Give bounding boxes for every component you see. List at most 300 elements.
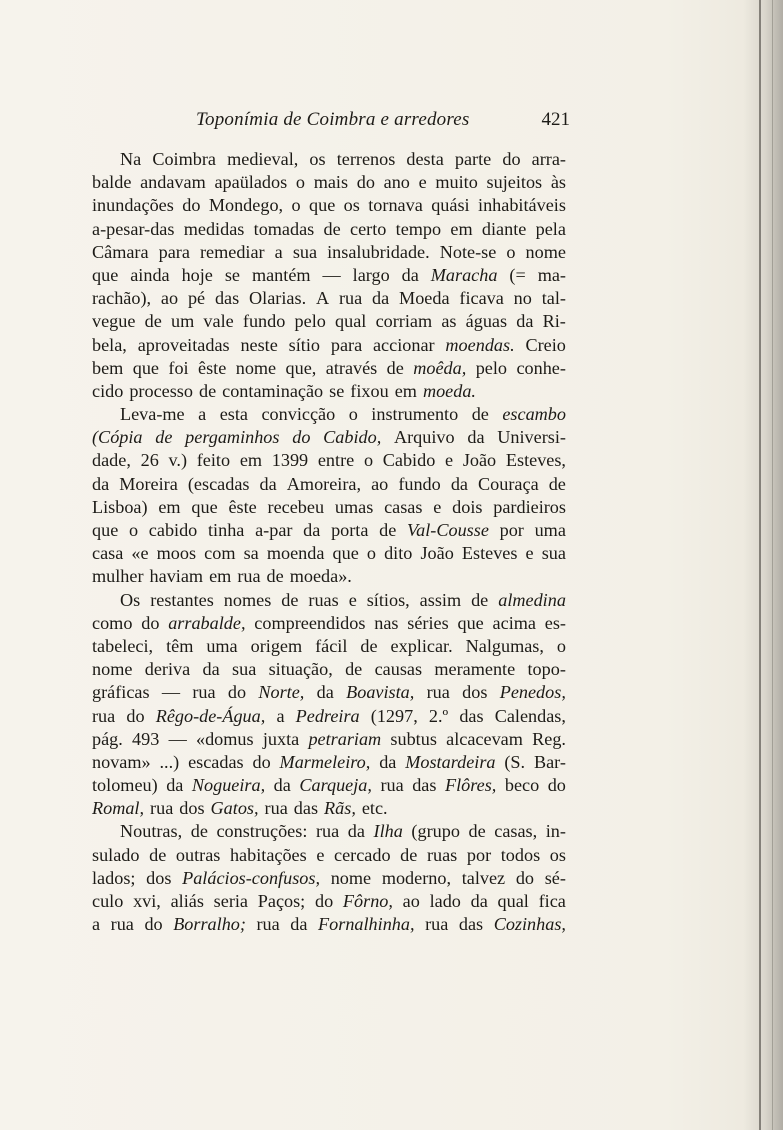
- text-line: [92, 449, 566, 472]
- word: de: [323, 218, 341, 239]
- word: moêda,: [413, 357, 467, 378]
- word: «domus: [195, 728, 254, 749]
- word: de: [386, 357, 404, 378]
- word: séries: [407, 612, 449, 633]
- word: novam»: [92, 751, 151, 772]
- word: diante: [481, 218, 527, 239]
- word: sua: [541, 543, 566, 564]
- word: pelo: [475, 357, 508, 378]
- word: Moeda: [399, 288, 450, 309]
- word: qual: [497, 891, 529, 911]
- word: outras: [175, 844, 221, 865]
- word: cido: [92, 380, 124, 401]
- word: situação,: [268, 659, 333, 680]
- word: «e: [131, 543, 149, 564]
- page-edge-shadow: [743, 0, 783, 1130]
- text-line: [92, 589, 566, 612]
- word: desta: [406, 149, 444, 169]
- text-line: [92, 612, 566, 635]
- word: arrabalde,: [168, 612, 246, 633]
- word: se: [224, 264, 240, 285]
- word: tornava: [368, 195, 423, 216]
- word: rua: [110, 914, 134, 935]
- word: das: [412, 775, 437, 796]
- word: Norte,: [258, 682, 305, 703]
- word: qual: [335, 311, 367, 332]
- word: tal-: [541, 288, 566, 309]
- text-line: [92, 797, 566, 820]
- word: processo: [129, 380, 193, 401]
- word: Penedos,: [499, 682, 566, 703]
- word: a: [92, 914, 101, 935]
- word: Arquivo: [393, 427, 455, 448]
- word: o: [348, 404, 358, 425]
- word: da: [259, 473, 277, 494]
- word: apaülados: [214, 172, 288, 193]
- word: casas: [384, 496, 423, 517]
- word: Marmeleiro,: [279, 751, 371, 772]
- word: Na: [120, 149, 142, 169]
- word: as: [441, 311, 457, 332]
- word: ao: [371, 473, 389, 494]
- word: inundações: [92, 195, 174, 216]
- word: topo-: [527, 659, 566, 680]
- word: escambo: [502, 404, 566, 425]
- word: Rêgo-de-Água,: [155, 705, 266, 726]
- word: tempo: [395, 218, 442, 239]
- word: Romal,: [92, 798, 145, 819]
- word: de: [548, 473, 566, 494]
- word: lados;: [92, 867, 136, 888]
- word: por: [466, 844, 492, 865]
- word: do: [314, 891, 334, 911]
- word: e: [316, 844, 325, 865]
- text-line: [92, 357, 566, 380]
- word: rua: [92, 705, 116, 726]
- text-line: [92, 890, 566, 913]
- word: de: [198, 380, 217, 401]
- word: ruas: [308, 589, 339, 610]
- word: da: [401, 264, 419, 285]
- word: tolomeu): [92, 775, 158, 796]
- word: Esteves: [461, 543, 518, 564]
- word: de: [471, 404, 489, 425]
- word: aliás: [170, 891, 204, 911]
- word: em: [209, 566, 232, 587]
- word: conhe-: [516, 357, 566, 378]
- word: mulher: [92, 566, 144, 587]
- word: rua: [192, 682, 216, 703]
- word: (escadas: [187, 473, 250, 494]
- word: cercado: [334, 844, 391, 865]
- word: dade,: [92, 450, 131, 471]
- word: Reg.: [532, 728, 566, 749]
- word: nome: [92, 659, 133, 680]
- word: juxta: [262, 728, 300, 749]
- word: o: [295, 172, 305, 193]
- text-line: [92, 496, 566, 519]
- word: o: [506, 241, 516, 262]
- word: nome: [235, 357, 277, 378]
- word: do: [502, 149, 521, 169]
- word: alcacevam: [446, 728, 523, 749]
- word: Nogueira,: [191, 775, 266, 796]
- word: medidas: [183, 218, 245, 239]
- word: Fôrno,: [342, 891, 393, 911]
- word: do: [515, 867, 534, 888]
- text-line: [92, 519, 566, 542]
- text-line: [92, 403, 566, 426]
- word: moeda».: [289, 566, 352, 587]
- word: sulado: [92, 844, 140, 865]
- word: quási: [431, 195, 470, 216]
- word: que: [309, 195, 336, 216]
- word: xvi,: [133, 891, 161, 911]
- word: instrumento: [371, 404, 459, 425]
- word: a-par: [255, 520, 293, 540]
- word: que: [457, 612, 484, 633]
- word: Fornalhinha,: [318, 914, 415, 935]
- word: umas: [334, 496, 374, 517]
- word: andavam: [140, 172, 206, 193]
- word: sítio: [288, 334, 320, 355]
- page-number: 421: [541, 109, 570, 130]
- word: que: [92, 264, 119, 285]
- word: da: [516, 311, 534, 332]
- word: de: [360, 635, 378, 656]
- word: —: [161, 682, 181, 703]
- word: parte: [454, 149, 492, 169]
- word: Boavista,: [346, 682, 415, 703]
- word: Creio: [525, 334, 566, 355]
- word: haviam: [149, 566, 204, 587]
- word: da: [347, 821, 365, 842]
- word: aproveitadas: [137, 334, 230, 355]
- word: compreendidos: [254, 612, 366, 633]
- word: cabido: [148, 520, 198, 540]
- word: rua: [256, 914, 280, 935]
- word: de: [155, 427, 173, 448]
- text-line: [92, 194, 566, 217]
- text-line: [92, 820, 566, 843]
- word: no: [513, 288, 532, 309]
- running-header: [196, 109, 572, 133]
- text-line: [92, 681, 566, 704]
- word: de: [468, 821, 486, 842]
- word: sujeitos: [486, 172, 543, 193]
- word: têm: [166, 635, 194, 656]
- text-line: [92, 426, 566, 449]
- word: moos: [156, 543, 197, 564]
- word: êste: [198, 357, 227, 378]
- word: rua: [338, 288, 363, 309]
- word: nomes: [223, 589, 272, 610]
- word: Moreira: [119, 473, 178, 494]
- word: através: [325, 357, 378, 378]
- text-line: [92, 148, 566, 171]
- word: fixou: [350, 380, 389, 401]
- word: Calendas,: [494, 705, 566, 726]
- word: a-pesar-das: [92, 218, 175, 239]
- word: moeda.: [422, 380, 476, 401]
- word: rua: [380, 775, 404, 796]
- word: (Cópia: [92, 427, 143, 448]
- word: tinha: [208, 520, 245, 540]
- word: lado: [429, 891, 461, 911]
- word: pág.: [92, 728, 123, 749]
- word: fácil: [315, 635, 348, 656]
- word: dos: [146, 867, 172, 888]
- word: da: [92, 473, 110, 494]
- word: Mostardeira: [405, 751, 496, 772]
- word: todos: [500, 844, 541, 865]
- word: Flôres,: [444, 775, 497, 796]
- word: mais: [313, 172, 349, 193]
- word: de: [345, 659, 363, 680]
- word: dito: [384, 543, 413, 564]
- word: porta: [331, 520, 369, 540]
- word: Palácios-confusos,: [182, 867, 321, 888]
- word: acima: [492, 612, 536, 633]
- word: em: [450, 218, 473, 239]
- text-line: [92, 542, 566, 565]
- word: fica: [538, 891, 566, 911]
- text-line: [92, 310, 566, 333]
- word: de: [149, 844, 167, 865]
- word: feito: [196, 450, 231, 471]
- word: do: [182, 195, 201, 216]
- word: da: [316, 682, 334, 703]
- word: da: [273, 775, 291, 796]
- text-line: [92, 658, 566, 681]
- word: vegue: [92, 311, 136, 332]
- word: (grupo: [411, 821, 460, 842]
- word: es-: [544, 612, 566, 633]
- word: 2.º: [428, 705, 449, 726]
- word: ainda: [130, 264, 170, 285]
- word: Gatos,: [210, 798, 259, 819]
- word: das: [458, 914, 484, 935]
- word: sua: [292, 241, 318, 262]
- word: Carqueja,: [299, 775, 372, 796]
- word: de: [379, 520, 397, 540]
- word: Rãs,: [324, 798, 356, 819]
- word: sa: [243, 543, 259, 564]
- word: Mondego,: [208, 195, 284, 216]
- text-line: [92, 867, 566, 890]
- word: neste: [240, 334, 278, 355]
- word: assim: [419, 589, 462, 610]
- word: Bar-: [533, 751, 566, 772]
- word: contaminação: [222, 380, 324, 401]
- word: de: [471, 589, 489, 610]
- word: para: [158, 241, 190, 262]
- word: rua: [315, 821, 340, 842]
- word: largo: [352, 264, 390, 285]
- word: culo: [92, 891, 124, 911]
- word: que: [332, 543, 359, 564]
- word: pergaminhos: [185, 427, 280, 448]
- word: o: [366, 543, 376, 564]
- word: do: [227, 682, 247, 703]
- word: que: [191, 496, 218, 517]
- word: do: [356, 172, 375, 193]
- text-line: [92, 913, 566, 936]
- word: Olarias.: [249, 288, 307, 309]
- word: Val-Cousse: [407, 520, 489, 540]
- word: da: [450, 473, 468, 494]
- word: uma: [534, 520, 566, 540]
- word: ao: [402, 891, 420, 911]
- text-line: [92, 218, 566, 241]
- word: o: [363, 450, 374, 471]
- word: pardieiros: [493, 496, 566, 517]
- word: origem: [250, 635, 303, 656]
- word: Coimbra: [152, 149, 216, 169]
- word: das: [293, 798, 319, 819]
- word: de: [400, 844, 418, 865]
- word: e: [525, 543, 534, 564]
- word: às: [550, 172, 566, 193]
- word: do: [144, 914, 163, 935]
- word: ao: [160, 288, 179, 309]
- text-line: [92, 241, 566, 264]
- word: petrariam: [308, 728, 382, 749]
- word: meramente: [434, 659, 516, 680]
- text-line: [92, 287, 566, 310]
- word: Os: [120, 589, 141, 610]
- word: 26: [140, 450, 159, 471]
- word: rua: [426, 682, 450, 703]
- word: in-: [545, 821, 566, 842]
- text-line: [92, 380, 566, 403]
- word: os: [343, 195, 360, 216]
- word: rua: [150, 798, 174, 819]
- word: da: [166, 775, 184, 796]
- text-line: [92, 565, 566, 588]
- word: Cabido,: [323, 427, 382, 448]
- word: do: [292, 427, 311, 448]
- word: da: [470, 891, 488, 911]
- word: um: [170, 311, 195, 332]
- word: convicção: [261, 404, 336, 425]
- word: Ilha: [373, 821, 403, 842]
- text-line: [92, 473, 566, 496]
- word: nome: [525, 241, 566, 262]
- word: casas,: [494, 821, 538, 842]
- word: Cabido: [382, 450, 436, 471]
- word: escadas: [188, 751, 244, 772]
- word: da: [290, 914, 308, 935]
- body-text: [92, 148, 566, 936]
- word: esta: [219, 404, 248, 425]
- word: por: [499, 520, 524, 540]
- word: como: [92, 612, 133, 633]
- word: muito: [435, 172, 478, 193]
- text-line: [92, 264, 566, 287]
- word: Nalgumas,: [465, 635, 544, 656]
- text-line: [92, 844, 566, 867]
- word: inhabitáveis: [478, 195, 566, 216]
- word: moenda: [266, 543, 325, 564]
- word: causas: [374, 659, 423, 680]
- word: rachão),: [92, 288, 152, 309]
- word: dois: [452, 496, 483, 517]
- word: ano: [383, 172, 410, 193]
- word: Ri-: [542, 311, 566, 332]
- word: o: [556, 635, 566, 656]
- word: corriam: [375, 311, 433, 332]
- word: insalubridade.: [327, 241, 430, 262]
- word: os: [549, 844, 566, 865]
- word: fundo: [398, 473, 441, 494]
- word: ruas: [426, 844, 458, 865]
- word: de: [266, 566, 284, 587]
- word: águas: [465, 311, 508, 332]
- word: foi: [168, 357, 189, 378]
- word: bem: [92, 357, 124, 378]
- word: do: [141, 612, 160, 633]
- page-edge-line: [759, 0, 761, 1130]
- word: habitações: [229, 844, 307, 865]
- word: tabeleci,: [92, 635, 154, 656]
- word: o: [291, 195, 301, 216]
- word: a: [198, 404, 207, 425]
- word: Couraça: [478, 473, 539, 494]
- word: ...): [159, 751, 180, 772]
- text-line: [92, 728, 566, 751]
- word: Paços;: [257, 891, 306, 911]
- word: vale: [203, 311, 234, 332]
- word: rua: [237, 566, 261, 587]
- word: explicar.: [390, 635, 453, 656]
- word: e: [445, 450, 454, 471]
- word: os: [309, 149, 326, 169]
- word: moendas.: [445, 334, 515, 355]
- word: nas: [374, 612, 399, 633]
- word: accionar: [372, 334, 435, 355]
- word: ma-: [537, 264, 566, 285]
- word: da: [467, 427, 485, 448]
- word: talvez: [461, 867, 506, 888]
- word: casa: [92, 543, 124, 564]
- word: moderno,: [381, 867, 452, 888]
- word: (1297,: [370, 705, 418, 726]
- word: para: [330, 334, 363, 355]
- word: beco: [504, 775, 540, 796]
- word: de: [144, 311, 162, 332]
- word: rua: [264, 798, 288, 819]
- text-line: [92, 774, 566, 797]
- word: —: [168, 728, 187, 749]
- word: (=: [509, 264, 526, 285]
- page-edge-line-outer: [772, 0, 773, 1130]
- word: de: [190, 821, 208, 842]
- word: a: [274, 241, 283, 262]
- word: e: [418, 172, 427, 193]
- word: Universi-: [497, 427, 566, 448]
- word: Lisboa): [92, 496, 148, 517]
- word: (S.: [504, 751, 526, 772]
- word: das: [214, 288, 240, 309]
- word: do: [126, 705, 145, 726]
- word: hoje: [181, 264, 213, 285]
- word: e: [348, 589, 357, 610]
- word: terrenos: [336, 149, 396, 169]
- word: João: [420, 543, 454, 564]
- word: e: [433, 496, 442, 517]
- word: Leva-me: [120, 404, 185, 425]
